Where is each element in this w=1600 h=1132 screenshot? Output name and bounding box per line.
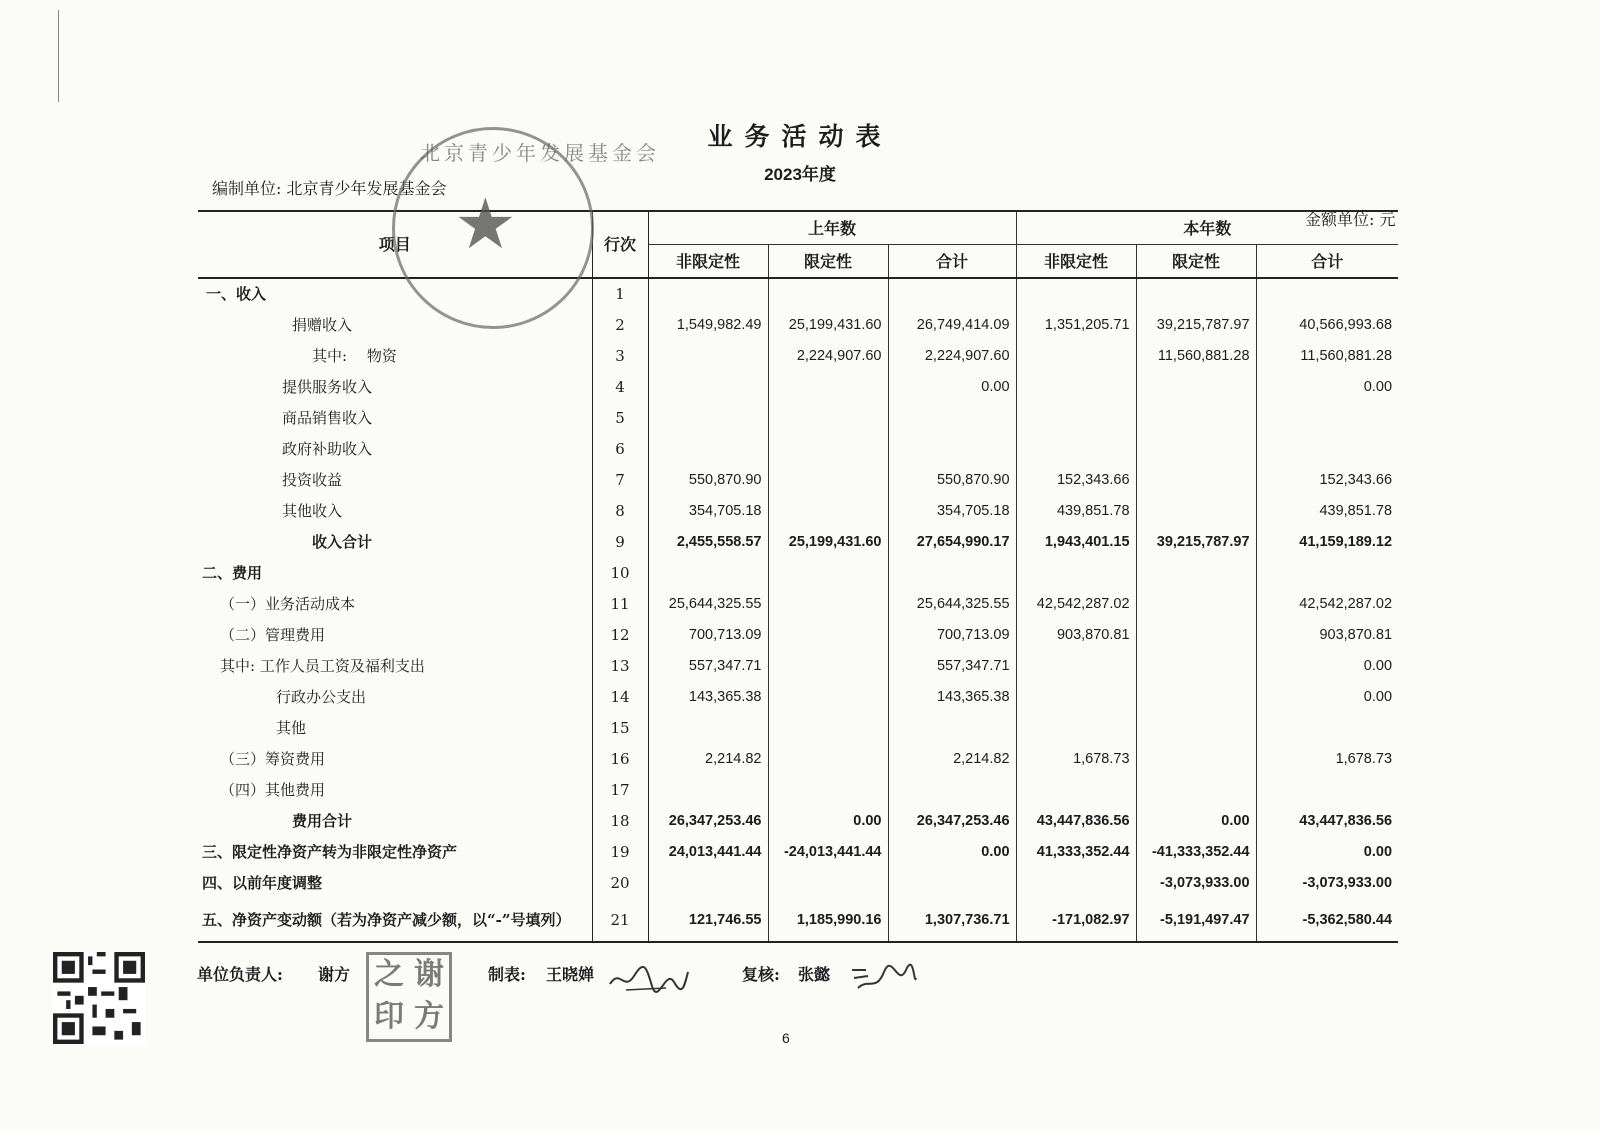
name-seal [366,952,452,1042]
cell-pt: 2,224,907.60 [888,341,1016,372]
cell-pt: 26,347,253.46 [888,806,1016,837]
cell-pr [768,278,888,310]
seal-char: 谢 [414,957,444,992]
cell-cu: 1,351,205.71 [1016,310,1136,341]
row-item-label: 其中: 工作人员工资及福利支出 [220,657,425,675]
head-name: 谢方 [318,965,351,984]
cell-pu: 557,347.71 [648,651,768,682]
row-number: 15 [592,713,648,744]
table-row [198,341,1398,372]
table-row [198,713,1398,744]
cell-pt: 550,870.90 [888,465,1016,496]
header-curr-unrestricted: 非限定性 [1016,245,1136,279]
row-item-label: （三）筹资费用 [220,750,326,768]
cell-pu [648,713,768,744]
cell-ct: 152,343.66 [1319,472,1393,488]
stamp-text: 北京青少年发展基金会 [420,141,660,165]
cell-cr: 39,215,787.97 [1136,527,1256,558]
seal-char: 方 [414,999,444,1034]
table-row [198,589,1398,620]
cell-pu [648,372,768,403]
table-row [198,620,1398,651]
cell-pu: 550,870.90 [648,465,768,496]
header-prev-year: 上年数 [648,211,1016,245]
table-row [198,465,1398,496]
cell-pu [648,434,768,465]
cell-pr [768,589,888,620]
row-number: 14 [592,682,648,713]
cell-cr: 39,215,787.97 [1136,310,1256,341]
cell-cu: 903,870.81 [1016,620,1136,651]
cell-pr: 1,185,990.16 [768,899,888,942]
header-item: 项目 [198,211,592,278]
cell-pr [768,434,888,465]
reviewer-signature-icon [848,958,918,998]
cell-pt: 26,749,414.09 [888,310,1016,341]
row-number: 9 [592,527,648,558]
cell-ct [1256,278,1398,310]
cell-cu [1016,403,1136,434]
cell-pu: 2,455,558.57 [648,527,768,558]
cell-pt [888,713,1016,744]
cell-pr [768,372,888,403]
cell-ct: 439,851.78 [1319,503,1393,519]
cell-ct: -3,073,933.00 [1302,875,1393,891]
preparer-signature-icon [606,958,690,998]
table-row [198,434,1398,465]
cell-pu: 24,013,441.44 [648,837,768,868]
org-label: 编制单位: 北京青少年发展基金会 [212,179,447,198]
cell-pt [888,558,1016,589]
cell-cu [1016,434,1136,465]
row-item-label: 五、净资产变动额（若为净资产减少额，以“-”号填列） [198,899,592,942]
cell-cu [1016,775,1136,806]
cell-cu [1016,372,1136,403]
cell-pt: 700,713.09 [888,620,1016,651]
row-number: 5 [592,403,648,434]
row-item-label: （一）业务活动成本 [220,595,356,613]
row-item-label: 二、费用 [202,564,263,582]
cell-ct: 0.00 [1363,658,1393,674]
cell-ct: 40,566,993.68 [1299,317,1393,333]
row-item-label: 费用合计 [292,812,353,830]
cell-pr: 25,199,431.60 [768,310,888,341]
cell-ct [1256,713,1398,744]
cell-cr [1136,372,1256,403]
cell-pt [888,278,1016,310]
table-row [198,868,1398,899]
row-item-label: 其中: 物资 [312,347,397,365]
page-number: 6 [782,1030,790,1046]
row-number: 6 [592,434,648,465]
cell-pt: 2,214.82 [888,744,1016,775]
cell-pu: 26,347,253.46 [648,806,768,837]
cell-pu: 25,644,325.55 [648,589,768,620]
row-item-label: 一、收入 [206,285,267,303]
cell-cr [1136,589,1256,620]
header-row-no: 行次 [592,211,648,278]
cell-cu [1016,713,1136,744]
row-item-label: 政府补助收入 [282,440,373,458]
cell-pr [768,403,888,434]
row-number: 12 [592,620,648,651]
cell-cr [1136,558,1256,589]
activity-table [198,210,1398,943]
table-row [198,372,1398,403]
cell-pu: 121,746.55 [648,899,768,942]
table-row [198,651,1398,682]
cell-pu [648,558,768,589]
row-item-label: 提供服务收入 [282,378,373,396]
cell-pt [888,434,1016,465]
header-curr-total: 合计 [1256,245,1398,279]
row-number: 20 [592,868,648,899]
row-number: 3 [592,341,648,372]
cell-pt: 0.00 [888,837,1016,868]
header-prev-unrestricted: 非限定性 [648,245,768,279]
row-item-label: 投资收益 [282,471,343,489]
table-row [198,682,1398,713]
cell-cu [1016,558,1136,589]
report-year: 2023年度 [764,165,836,184]
reviewer-label: 复核: [742,965,780,984]
row-number: 17 [592,775,648,806]
cell-ct [1256,434,1398,465]
cell-pt: 143,365.38 [888,682,1016,713]
cell-pu [648,775,768,806]
cell-pu: 2,214.82 [648,744,768,775]
cell-pr: 25,199,431.60 [768,527,888,558]
row-item-label: （二）管理费用 [220,626,326,644]
header-curr-restricted: 限定性 [1136,245,1256,279]
table-row [198,558,1398,589]
row-number: 19 [592,837,648,868]
cell-cr [1136,744,1256,775]
cell-pu [648,868,768,899]
preparer-name: 王晓婵 [546,965,595,984]
cell-pr: 2,224,907.60 [768,341,888,372]
cell-pr [768,465,888,496]
cell-ct [1256,558,1398,589]
cell-ct: 0.00 [1363,844,1393,860]
row-number: 16 [592,744,648,775]
seal-char: 之 [374,957,404,992]
row-number: 2 [592,310,648,341]
cell-pt: 0.00 [888,372,1016,403]
cell-cr [1136,620,1256,651]
row-item-label: 三、限定性净资产转为非限定性净资产 [202,843,458,861]
cell-cr [1136,434,1256,465]
cell-ct [1256,403,1398,434]
cell-pr [768,744,888,775]
cell-pu: 354,705.18 [648,496,768,527]
stamp-star-icon: ★ [454,183,517,265]
cell-ct: 42,542,287.02 [1299,596,1393,612]
table-row [198,899,1398,942]
cell-pr [768,713,888,744]
cell-cr [1136,465,1256,496]
table-row [198,806,1398,837]
cell-ct: 41,159,189.12 [1299,534,1393,550]
row-number: 1 [592,278,648,310]
cell-pu: 700,713.09 [648,620,768,651]
cell-pt: 1,307,736.71 [888,899,1016,942]
row-number: 21 [592,899,648,942]
cell-ct: 903,870.81 [1319,627,1393,643]
table-row [198,527,1398,558]
cell-pu: 143,365.38 [648,682,768,713]
reviewer-name: 张懿 [798,965,831,984]
cell-pt [888,868,1016,899]
cell-pr [768,496,888,527]
cell-pr [768,682,888,713]
cell-pu [648,341,768,372]
cell-cr [1136,682,1256,713]
cell-ct: -5,362,580.44 [1256,899,1398,942]
qr-code-icon [52,952,146,1044]
cell-pr: 0.00 [768,806,888,837]
cell-cu [1016,682,1136,713]
row-item-label: 商品销售收入 [282,409,373,427]
table-row [198,310,1398,341]
cell-pu [648,278,768,310]
row-number: 13 [592,651,648,682]
cell-pt: 25,644,325.55 [888,589,1016,620]
row-number: 10 [592,558,648,589]
cell-cu: 152,343.66 [1016,465,1136,496]
table-row [198,278,1398,310]
table-row [198,744,1398,775]
cell-cu [1016,278,1136,310]
cell-ct: 11,560,881.28 [1300,348,1393,364]
cell-ct: 0.00 [1363,379,1393,395]
cell-pr [768,620,888,651]
cell-ct [1256,775,1398,806]
cell-cu [1016,341,1136,372]
row-number: 4 [592,372,648,403]
unit-label: 金额单位: 元 [1305,210,1396,229]
header-prev-total: 合计 [888,245,1016,279]
preparer-label: 制表: [488,965,526,984]
cell-ct: 0.00 [1363,689,1393,705]
cell-pr [768,775,888,806]
scan-edge-line [58,10,59,102]
row-item-label: 行政办公支出 [276,688,367,706]
cell-pt: 557,347.71 [888,651,1016,682]
cell-cr: -3,073,933.00 [1136,868,1256,899]
cell-pr [768,651,888,682]
cell-cr [1136,403,1256,434]
header-prev-restricted: 限定性 [768,245,888,279]
cell-cu [1016,651,1136,682]
cell-cr [1136,775,1256,806]
cell-cu: 1,678.73 [1016,744,1136,775]
table-row [198,837,1398,868]
cell-pt: 354,705.18 [888,496,1016,527]
cell-ct: 1,678.73 [1335,751,1393,767]
row-item-label: 四、以前年度调整 [202,874,323,892]
cell-cu: 42,542,287.02 [1016,589,1136,620]
cell-cr: -5,191,497.47 [1136,899,1256,942]
table-row [198,496,1398,527]
cell-cr [1136,278,1256,310]
row-number: 8 [592,496,648,527]
row-number: 11 [592,589,648,620]
cell-cr: 0.00 [1136,806,1256,837]
cell-cr [1136,651,1256,682]
cell-cr: -41,333,352.44 [1136,837,1256,868]
row-item-label: 其他收入 [282,502,343,520]
seal-char: 印 [374,999,404,1034]
cell-cu: 41,333,352.44 [1016,837,1136,868]
cell-cu [1016,868,1136,899]
cell-ct: 43,447,836.56 [1299,813,1393,829]
cell-pr [768,868,888,899]
cell-pt: 27,654,990.17 [888,527,1016,558]
cell-pt [888,775,1016,806]
cell-pr [768,558,888,589]
cell-pt [888,403,1016,434]
cell-cr [1136,496,1256,527]
row-item-label: 其他 [276,719,307,737]
head-label: 单位负责人: [197,965,283,984]
row-item-label: 收入合计 [312,533,373,551]
cell-pu: 1,549,982.49 [648,310,768,341]
table-row [198,403,1398,434]
table-row [198,775,1398,806]
cell-cu: 439,851.78 [1016,496,1136,527]
cell-cr [1136,713,1256,744]
row-item-label: （四）其他费用 [220,781,326,799]
cell-cu: -171,082.97 [1016,899,1136,942]
row-item-label: 捐赠收入 [292,316,353,334]
cell-pr: -24,013,441.44 [768,837,888,868]
report-title: 业务活动表 [707,122,893,151]
cell-pu [648,403,768,434]
cell-cu: 1,943,401.15 [1016,527,1136,558]
header-curr-year: 本年数 [1016,211,1398,245]
cell-cr: 11,560,881.28 [1136,341,1256,372]
cell-cu: 43,447,836.56 [1016,806,1136,837]
row-number: 18 [592,806,648,837]
row-number: 7 [592,465,648,496]
